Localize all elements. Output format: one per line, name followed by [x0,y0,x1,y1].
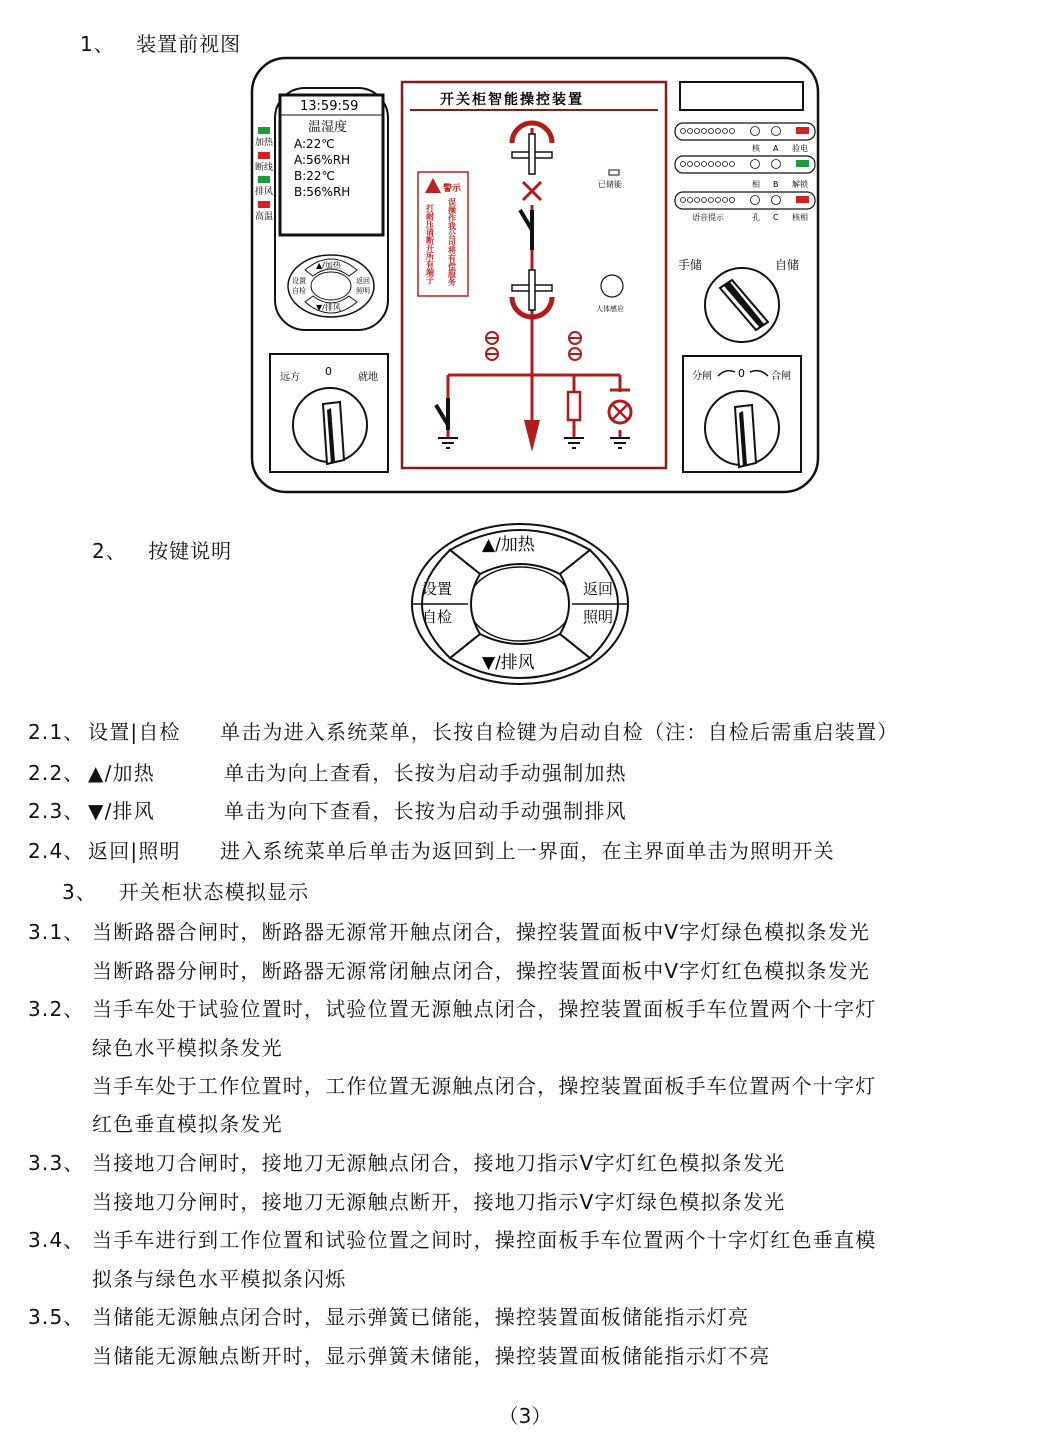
label-yandian: 验电 [792,144,808,153]
status-3-5-text-1: 当储能无源触点闭合时，显示弹簧已储能，操控装置面板储能指示灯亮 [92,1305,750,1329]
key-desc-3-label: ▼/排风 [88,799,155,823]
key-desc-3 [28,795,627,824]
warning-title: 警示 [443,184,462,194]
remote-zero-label: 0 [325,365,332,378]
status-3-4-text-1: 当手车进行到工作位置和试验位置之间时，操控面板手车位置两个十字灯红色垂直模 [92,1228,877,1252]
label-he: 核 [752,144,760,153]
auto-store-label: 自储 [775,258,800,272]
status-3-3-line-1 [28,1147,785,1176]
open-label: 分闸 [692,371,712,382]
indicator-hightemp-label: 高温 [255,212,274,222]
status-3-4-line-2: 拟条与绿色水平模拟条闪烁 [92,1267,347,1291]
arrester-icon [568,392,580,420]
status-3-1-line-2: 当断路器分闸时，断路器无源常闭触点闭合，操控装置面板中V字灯红色模拟条发光 [92,959,871,983]
label-b: B [773,180,779,189]
mimic-title: 开关柜智能操控装置 [440,92,584,108]
key-desc-1 [28,716,898,745]
label-xiang: 相 [752,180,760,189]
section1-number: 1、 [80,32,115,56]
device-front-view [0,0,1050,500]
status-3-2-line-4: 红色垂直模拟条发光 [92,1112,283,1136]
lcd-time: 13:59:59 [300,99,359,114]
section3-title: 开关柜状态模拟显示 [118,880,310,904]
breaker-zero-label: 0 [738,367,745,380]
stored-energy-light [609,170,619,175]
close-label: 合闸 [771,371,791,382]
remote-label: 远方 [280,372,300,383]
label-c: C [773,213,779,222]
status-3-2-line-1 [28,993,876,1022]
lcd-line-2: A:56%RH [294,153,351,167]
label-jiesuo: 解锁 [792,180,808,189]
indicator-break-light [258,152,270,159]
key-diagram [400,518,640,690]
status-3-3-line-2: 当接地刀分闸时，接地刀无源触点断开，接地刀指示V字灯绿色模拟条发光 [92,1190,786,1214]
device-key-rb-label: 照明 [356,287,370,295]
label-voice: 语音提示 [692,213,724,222]
manual-store-label: 手储 [678,258,703,272]
status-3-3-text-1: 当接地刀合闸时，接地刀无源触点闭合，接地刀指示V字灯红色模拟条发光 [92,1151,786,1175]
key-left-top-label: 设置 [422,580,453,598]
body-sensor-icon [601,275,623,297]
key-right-bottom-label: 照明 [583,608,614,626]
key-desc-2-text: 单击为向上查看，长按为启动手动强制加热 [224,761,627,785]
key-desc-4-label: 返回|照明 [88,839,181,863]
key-right-top-label: 返回 [583,580,614,598]
indicator-fan-label: 排风 [255,187,274,197]
section2-number: 2、 [92,539,127,563]
warning-col2: 误操作我公司将有偿服务 [447,198,457,286]
local-label: 就地 [358,372,378,383]
page-number: （3） [498,1404,552,1428]
status-3-5-num: 3.5、 [28,1305,85,1329]
key-left-bottom-label: 自检 [422,608,453,626]
key-desc-4 [28,835,835,864]
status-3-4-line-1 [28,1224,876,1253]
label-a: A [773,144,779,153]
indicator-fan-light [258,176,270,183]
device-key-lb-label: 自检 [292,287,306,295]
lcd-line-4: B:56%RH [294,185,351,199]
indicator-hightemp-light [258,201,270,208]
device-key-lt-label: 设置 [292,277,306,285]
status-3-5-line-1 [28,1301,749,1330]
stored-energy-label: 已储能 [598,180,622,189]
key-desc-4-num: 2.4、 [28,839,85,863]
label-hexiang: 核相 [792,213,808,222]
key-down-label: ▼/排风 [482,653,535,673]
warning-col1: 打耐压请断开所有端子 [425,204,435,284]
device-key-down-label: ▼/排风 [316,303,341,312]
device-key-up-label: ▲/加热 [316,261,341,270]
status-3-2-line-3: 当手车处于工作位置时，工作位置无源触点闭合，操控装置面板手车位置两个十字灯 [92,1074,877,1098]
key-desc-2-num: 2.2、 [28,761,85,785]
right-indicator-panel [675,123,815,222]
status-3-1-text-1: 当断路器合闸时，断路器无源常开触点闭合，操控装置面板中V字灯绿色模拟条发光 [92,920,871,944]
key-desc-2-label: ▲/加热 [88,761,155,785]
section1-title: 装置前视图 [136,32,242,56]
remote-local-switch[interactable] [270,354,388,472]
lcd-title: 温湿度 [308,120,348,135]
section3-number: 3、 [62,880,98,904]
key-desc-3-num: 2.3、 [28,799,85,823]
key-up-label: ▲/加热 [482,535,535,555]
breaker-open-close-switch[interactable] [683,356,801,472]
status-3-3-num: 3.3、 [28,1151,85,1175]
key-desc-1-label: 设置|自检 [88,720,181,744]
body-sensor-label: 人体感应 [596,305,624,313]
device-keypad [288,255,374,317]
lcd-line-1: A:22℃ [294,137,335,151]
right-top-display [680,82,803,110]
indicator-break-label: 断线 [255,163,274,173]
status-3-2-num: 3.2、 [28,997,85,1021]
status-3-2-line-2: 绿色水平模拟条发光 [92,1036,283,1060]
status-3-1-num: 3.1、 [28,920,85,944]
lcd-line-3: B:22℃ [294,169,336,183]
key-desc-1-num: 2.1、 [28,720,85,744]
indicator-heat-label: 加热 [255,138,274,148]
label-kong: 孔 [752,213,760,222]
indicator-heat-light [258,127,270,134]
key-desc-1-text: 单击为进入系统菜单，长按自检键为启动自检（注：自检后需重启装置） [220,720,899,744]
status-3-2-text-1: 当手车处于试验位置时，试验位置无源触点闭合，操控装置面板手车位置两个十字灯 [92,997,877,1021]
status-3-1-line-1 [28,916,870,945]
warning-label [418,172,468,296]
section3-heading [62,876,310,905]
status-3-4-num: 3.4、 [28,1228,85,1252]
section2-title: 按键说明 [148,539,233,563]
section2-heading [92,535,232,564]
key-desc-4-text: 进入系统菜单后单击为返回到上一界面，在主界面单击为照明开关 [220,839,835,863]
status-3-5-line-2: 当储能无源触点断开时，显示弹簧未储能，操控装置面板储能指示灯不亮 [92,1344,771,1368]
device-key-rt-label: 返回 [356,277,370,285]
key-desc-2 [28,757,627,786]
key-desc-3-text: 单击为向下查看，长按为启动手动强制排风 [224,799,627,823]
